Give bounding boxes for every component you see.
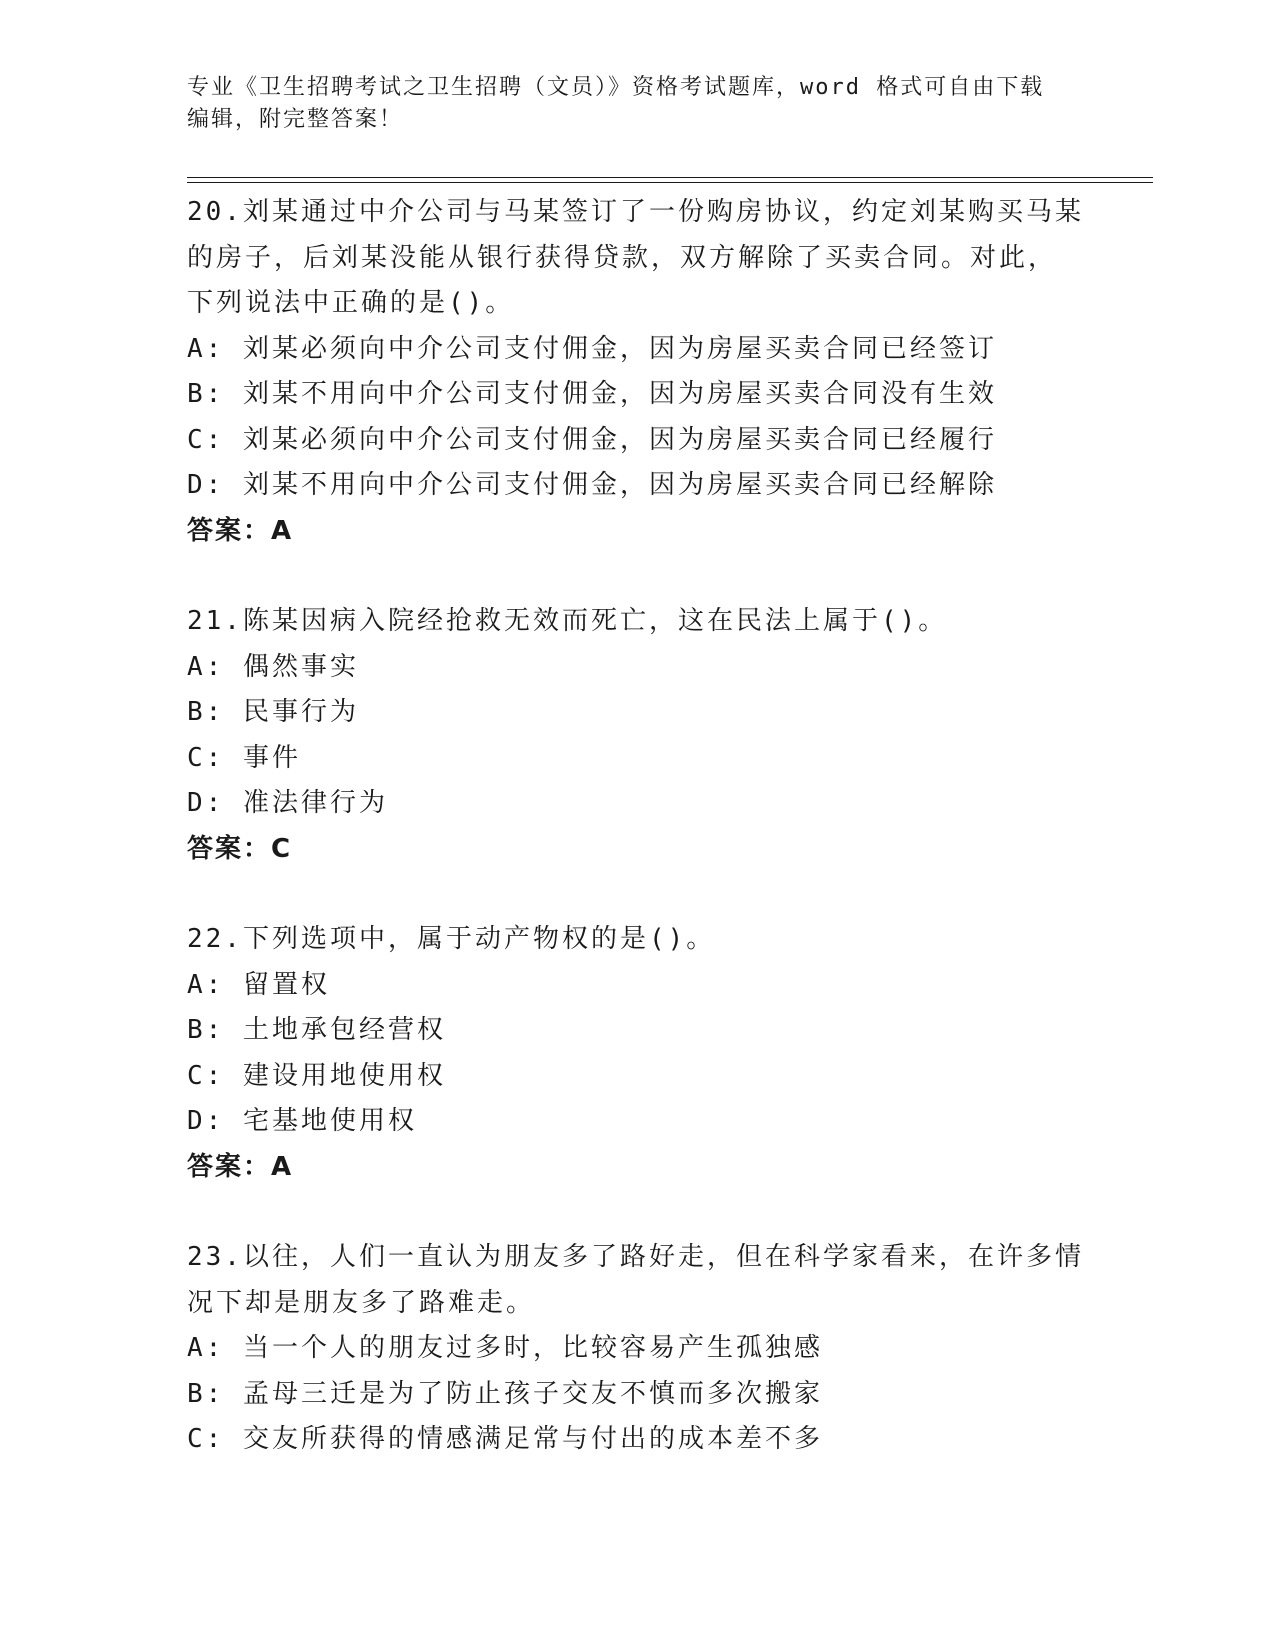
option-c: C: 建设用地使用权 [187, 1060, 446, 1091]
option-b: B: 孟母三迁是为了防止孩子交友不慎而多次搬家 [187, 1378, 823, 1409]
question-21 [187, 599, 1087, 872]
option-c: C: 刘某必须向中介公司支付佣金，因为房屋买卖合同已经履行 [187, 424, 997, 455]
header-line-2: 编辑，附完整答案！ [187, 107, 404, 132]
answer-label: 答案：A [187, 1151, 294, 1182]
option-c: C: 交友所获得的情感满足常与付出的成本差不多 [187, 1424, 823, 1454]
document-header [187, 72, 1087, 136]
option-b: B: 刘某不用向中介公司支付佣金，因为房屋买卖合同没有生效 [187, 379, 997, 409]
answer-label: 答案：A [187, 515, 294, 546]
option-b: B: 土地承包经营权 [187, 1015, 446, 1045]
option-b: B: 民事行为 [187, 697, 359, 727]
question-stem-line: 23.以往，人们一直认为朋友多了路好走，但在科学家看来，在许多情 [187, 1242, 1084, 1272]
option-a: A: 刘某必须向中介公司支付佣金，因为房屋买卖合同已经签订 [187, 333, 997, 364]
option-a: A: 当一个人的朋友过多时，比较容易产生孤独感 [187, 1333, 823, 1363]
option-a: A: 偶然事实 [187, 651, 359, 682]
option-d: D: 准法律行为 [187, 788, 388, 818]
question-stem-line: 20.刘某通过中介公司与马某签订了一份购房协议，约定刘某购买马某 [187, 197, 1084, 227]
option-a: A: 留置权 [187, 969, 330, 1000]
option-d: D: 宅基地使用权 [187, 1106, 417, 1136]
question-20 [187, 190, 1087, 554]
question-list [187, 190, 1087, 1508]
question-23 [187, 1235, 1087, 1463]
option-d: D: 刘某不用向中介公司支付佣金，因为房屋买卖合同已经解除 [187, 470, 997, 500]
question-stem-line: 的房子，后刘某没能从银行获得贷款，双方解除了买卖合同。对此， [187, 242, 1058, 273]
question-stem-line: 况下却是朋友多了路难走。 [187, 1287, 536, 1318]
option-c: C: 事件 [187, 742, 301, 773]
header-divider-bottom [187, 182, 1153, 183]
header-line-1: 专业《卫生招聘考试之卫生招聘（文员）》资格考试题库，word 格式可自由下载 [187, 75, 1045, 100]
question-stem-line: 下列说法中正确的是()。 [187, 288, 515, 318]
answer-label: 答案：C [187, 833, 293, 864]
question-stem-line: 22.下列选项中，属于动产物权的是()。 [187, 924, 716, 954]
header-divider-top [187, 177, 1153, 178]
question-22 [187, 917, 1087, 1190]
question-stem-line: 21.陈某因病入院经抢救无效而死亡，这在民法上属于()。 [187, 606, 948, 636]
